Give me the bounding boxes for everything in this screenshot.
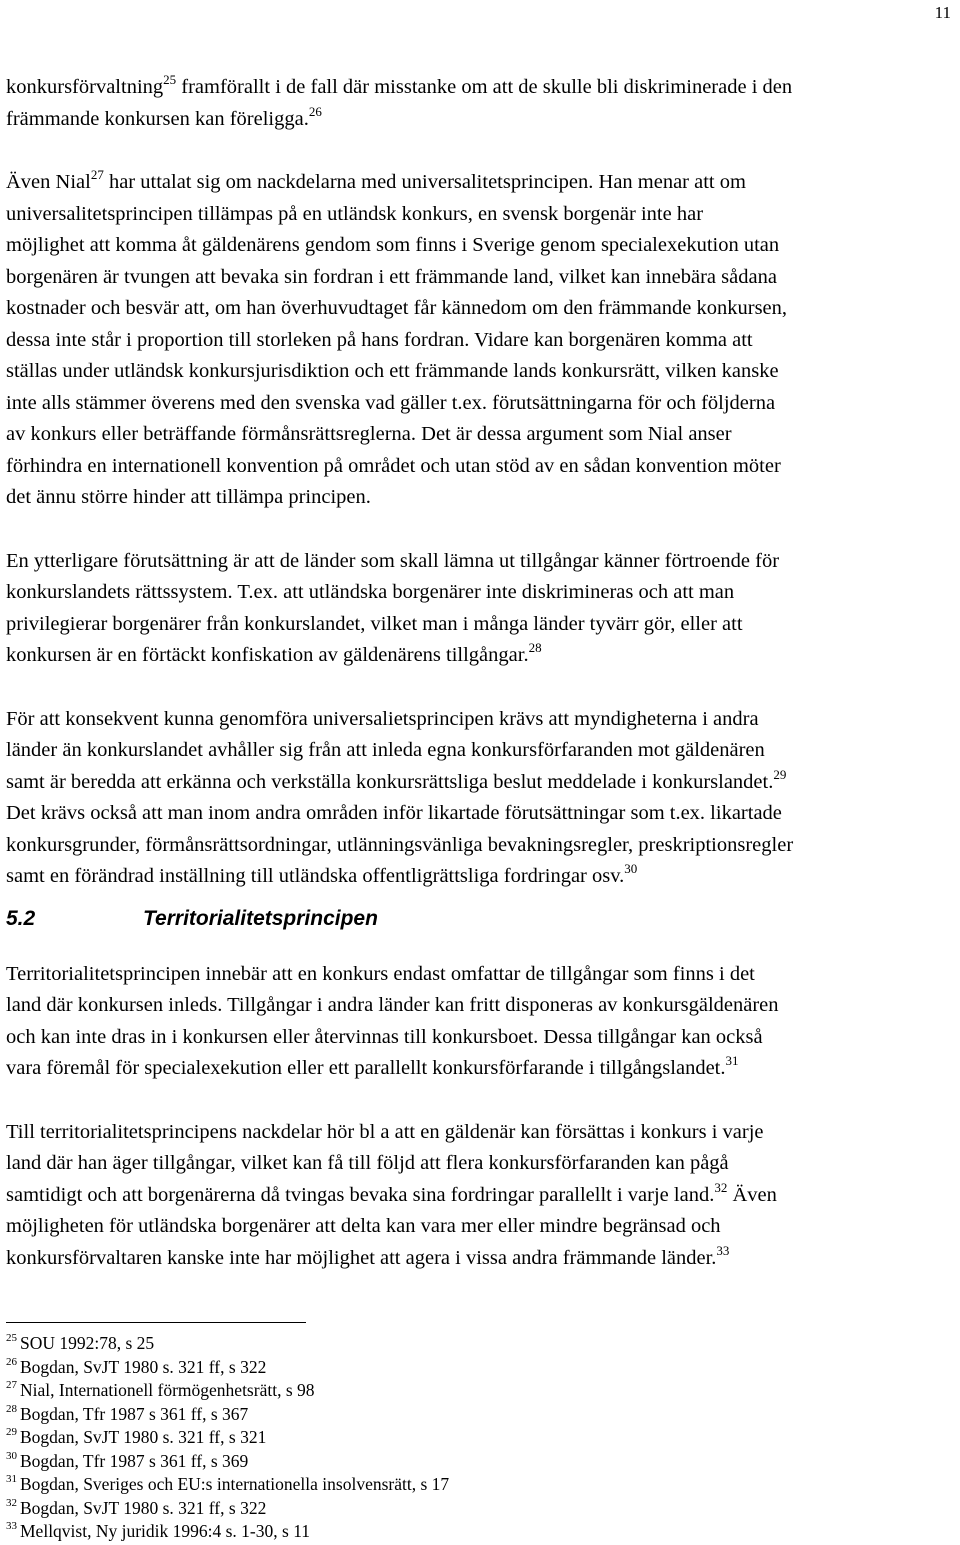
text-line [6,388,958,420]
page-number: 11 [934,3,951,22]
footnote [6,1379,449,1403]
text-line [6,1180,958,1212]
text-line [6,356,958,388]
text-line [6,482,958,514]
text-line [6,1022,958,1054]
footnote-ref: 29 [773,766,787,782]
section-number: 5.2 [6,906,36,930]
footnote-text: Bogdan, Tfr 1987 s 361 ff, s 367 [20,1403,249,1424]
footnote [6,1450,449,1474]
text-run: konkursen är en förtäckt konfiskation av gäldenärens tillgångar. [6,644,529,666]
text-run: En ytterligare förutsättning är att de länder som skall lämna ut tillgångar känner förtroende för [6,549,780,572]
footnote-number: 27 [6,1379,17,1392]
text-run: främmande konkursen kan föreligga. [6,107,309,130]
footnote [6,1332,449,1356]
text-line [6,419,958,451]
text-run: dessa inte står i proportion till storleken på hans fordran. Vidare kan borgenären komma att [6,328,753,351]
paragraph-gap [6,672,958,704]
text-line [6,230,958,262]
footnote-ref: 27 [90,167,104,183]
text-run: ställas under utländsk konkursjurisdiktion och ett främmande lands konkursrätt, vilken kanske [6,360,779,382]
footnote-number: 25 [6,1332,17,1345]
text-run: samt är beredda att erkänna och verkställa konkursrättsliga beslut meddelade i konkurslandet. [6,770,774,793]
text-line [6,167,958,199]
paragraph-gap [6,1085,958,1117]
text-line [6,262,958,294]
text-run: Även [727,1183,777,1206]
footnote-text: Bogdan, Tfr 1987 s 361 ff, s 369 [20,1450,249,1471]
text-run: av konkurs eller beträffande förmånsrättsreglerna. Det är dessa argument som Nial anser [6,423,732,445]
text-run: länder än konkurslandet avhåller sig från att inleda egna konkursförfaranden mot gäldenären [6,739,765,761]
footnote-text: Bogdan, SvJT 1980 s. 321 ff, s 322 [20,1356,267,1377]
paragraphs-after-section [6,959,958,1275]
footnote-number: 28 [6,1402,17,1415]
text-run: framförallt i de fall där misstanke om att de skulle bli diskriminerade i den [176,76,793,98]
text-run: För att konsekvent kunna genomföra universalietsprincipen krävs att myndigheterna i andra [6,707,759,730]
text-run: konkursförvaltning [6,76,164,98]
text-run: konkursförvaltaren kanske inte har möjlighet att agera i vissa andra främmande länder. [6,1246,717,1269]
paragraphs-before-section [6,72,958,893]
footnote-number: 31 [6,1473,17,1486]
footnote-text: Bogdan, Sveriges och EU:s internationella insolvensrätt, s 17 [20,1474,450,1494]
text-line [6,830,958,862]
footnote-number: 33 [6,1520,17,1533]
text-run: universalitetsprincipen tillämpas på en utländsk konkurs, en svensk borgenär inte har [6,202,704,225]
text-line [6,990,958,1022]
footnote [6,1497,449,1521]
text-line [6,1243,958,1275]
text-run: har uttalat sig om nackdelarna med universalitetsprincipen. Han menar att om [103,171,746,193]
document-body [6,72,958,1274]
text-line [6,72,958,104]
text-line [6,861,958,893]
footnote-ref: 25 [163,72,177,88]
text-line [6,1053,958,1085]
text-run: samtidigt och att borgenärerna då tvingas bevaka sina fordringar parallellt i varje land. [6,1183,715,1206]
text-run: och kan inte dras in i konkursen eller återvinnas till konkursboet. Dessa tillgångar kan också [6,1025,763,1048]
text-run: Det krävs också att man inom andra områden inför likartade förutsättningar som t.ex. likartade [6,802,782,824]
text-run: samt en förändrad inställning till utländska offentligrättsliga fordringar osv. [6,865,625,887]
footnote-number: 26 [6,1355,17,1368]
text-run: Till territorialitetsprincipens nackdelar hör bl a att en gäldenär kan försättas i konkurs i varje [6,1120,764,1143]
text-run: förhindra en internationell konvention på området och utan stöd av en sådan konvention möter [6,454,781,477]
text-run: land där han äger tillgångar, vilket kan få till följd att flera konkursförfaranden kan pågå [6,1152,729,1174]
footnote-number: 30 [6,1449,17,1462]
text-line [6,735,958,767]
footnote-ref: 30 [624,861,638,877]
footnote-ref: 31 [725,1053,739,1069]
text-line [6,1148,958,1180]
footnote [6,1426,449,1450]
text-line [6,609,958,641]
footnotes [6,1332,449,1544]
footnote [6,1403,449,1427]
section-heading [6,893,958,959]
section-title: Territorialitetsprincipen [143,906,378,930]
footnote-text: SOU 1992:78, s 25 [20,1333,155,1353]
text-run: land där konkursen inleds. Tillgångar i andra länder kan fritt disponeras av konkursgäldenären [6,994,779,1016]
text-run: kostnader och besvär att, om han överhuvudtaget får kännedom om den främmande konkursen, [6,297,788,319]
text-line [6,767,958,799]
footnote-ref: 28 [528,640,542,656]
text-line [6,1117,958,1149]
footnote-text: Mellqvist, Ny juridik 1996:4 s. 1-30, s 11 [20,1521,311,1541]
footnote-text: Bogdan, SvJT 1980 s. 321 ff, s 322 [20,1497,267,1518]
paragraph-gap [6,514,958,546]
text-line [6,577,958,609]
footnote-ref: 33 [716,1242,730,1258]
text-line [6,325,958,357]
text-run: privilegierar borgenärer från konkurslandet, vilket man i många länder tyvärr gör, eller att [6,612,743,635]
footnote-ref: 26 [308,103,322,119]
text-line [6,199,958,231]
footnote [6,1356,449,1380]
text-line [6,451,958,483]
text-line [6,640,958,672]
footnote-text: Bogdan, SvJT 1980 s. 321 ff, s 321 [20,1427,267,1447]
text-run: det ännu större hinder att tillämpa principen. [6,486,371,508]
footnote-separator [6,1322,306,1323]
text-run: vara föremål för specialexekution eller ett parallellt konkursförfarande i tillgångslandet. [6,1057,726,1079]
text-run: konkurslandets rättssystem. T.ex. att utländska borgenärer inte diskrimineras och att man [6,581,735,603]
footnote-number: 32 [6,1496,17,1509]
text-run: inte alls stämmer överens med den svenska vad gäller t.ex. förutsättningarna för och följderna [6,391,776,414]
paragraph-gap [6,135,958,167]
text-run: Territorialitetsprincipen innebär att en konkurs endast omfattar de tillgångar som finns i det [6,962,755,985]
text-line [6,104,958,136]
text-line [6,293,958,325]
footnote [6,1520,449,1544]
text-run: konkursgrunder, förmånsrättsordningar, utlänningsvänliga bevakningsregler, preskriptionsregler [6,833,794,856]
text-line [6,959,958,991]
footnote-text: Nial, Internationell förmögenhetsrätt, s 98 [20,1380,315,1400]
text-line [6,1211,958,1243]
footnote [6,1473,449,1497]
text-run: möjlighet att komma åt gäldenärens gendom som finns i Sverige genom specialexekution utan [6,234,780,256]
text-run: möjligheten för utländska borgenärer att delta kan vara mer eller mindre begränsad och [6,1215,721,1237]
footnote-number: 29 [6,1426,17,1439]
text-line [6,546,958,578]
text-run: Även Nial [6,171,91,193]
footnote-ref: 32 [714,1179,728,1195]
text-run: borgenären är tvungen att bevaka sin fordran i ett främmande land, vilket kan innebära sådana [6,265,777,288]
text-line [6,798,958,830]
text-line [6,704,958,736]
